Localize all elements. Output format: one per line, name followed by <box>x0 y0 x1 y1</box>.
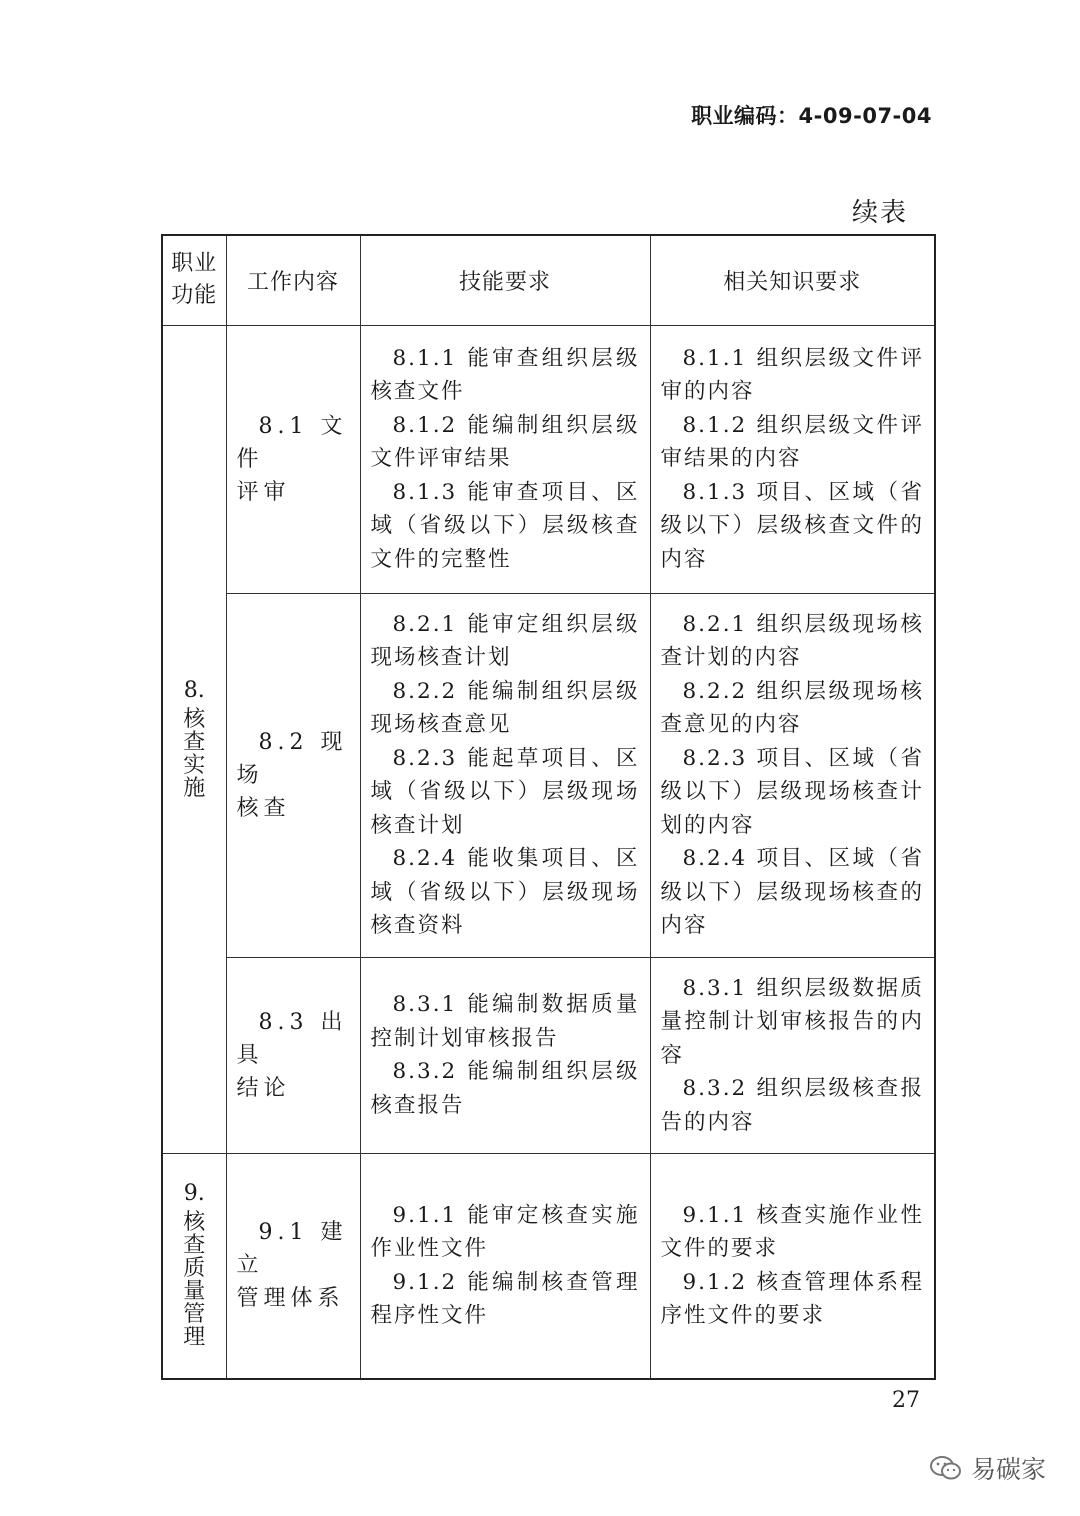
knowledge-cell <box>650 325 935 593</box>
skills-cell <box>360 325 650 593</box>
knowledge-item: 9.1.2 核查管理体系程序性文件的要求 <box>660 1269 924 1329</box>
knowledge-cell <box>650 593 935 957</box>
function-char: 理 <box>183 1325 206 1351</box>
content-cell <box>226 957 360 1154</box>
function-char: 量 <box>183 1279 206 1305</box>
continued-label: 续表 <box>851 198 908 228</box>
content-line: 核查 <box>236 795 291 821</box>
knowledge-item: 8.2.1 组织层级现场核查计划的内容 <box>660 611 924 670</box>
knowledge-item: 8.3.2 组织层级核查报告的内容 <box>660 1076 924 1135</box>
function-cell-9 <box>162 1154 226 1379</box>
skill-item: 8.2.1 能审定组织层级现场核查计划 <box>370 611 640 670</box>
content-cell <box>226 325 360 593</box>
skills-cell <box>360 1154 650 1379</box>
content-line: 管理体系 <box>236 1286 345 1312</box>
content-cell <box>226 593 360 957</box>
function-char: 实 <box>183 752 206 778</box>
table-row <box>162 593 935 957</box>
function-char: 质 <box>183 1256 206 1282</box>
knowledge-cell <box>650 957 935 1154</box>
watermark <box>929 1450 1046 1486</box>
skill-item: 9.1.1 能审定核查实施作业性文件 <box>370 1202 640 1262</box>
skill-item: 8.1.1 能审查组织层级核查文件 <box>370 345 640 405</box>
content-cell <box>226 1154 360 1379</box>
function-char: 核 <box>183 706 206 732</box>
header-function-line1: 职业 <box>171 251 218 277</box>
knowledge-item: 8.2.4 项目、区域（省级以下）层级现场核查的内容 <box>660 846 924 938</box>
knowledge-cell <box>650 1154 935 1379</box>
content-line: 8.1 文件 <box>236 413 348 472</box>
content-line: 结论 <box>236 1075 291 1101</box>
knowledge-item: 8.2.2 组织层级现场核查意见的内容 <box>660 678 924 737</box>
skills-table <box>161 234 936 1380</box>
table-row <box>162 1154 935 1379</box>
header-knowledge: 相关知识要求 <box>650 235 935 325</box>
function-cell-8 <box>162 325 226 1154</box>
occupation-code: 职业编码：4-09-07-04 <box>691 104 932 128</box>
skill-item: 9.1.2 能编制核查管理程序性文件 <box>370 1269 640 1329</box>
table-row <box>162 325 935 593</box>
header-function-line2: 功能 <box>171 283 218 309</box>
function-char: 查 <box>183 1233 206 1259</box>
skill-item: 8.2.3 能起草项目、区域（省级以下）层级现场核查计划 <box>370 745 640 838</box>
skill-item: 8.1.3 能审查项目、区域（省级以下）层级核查文件的完整性 <box>370 479 640 572</box>
skills-cell <box>360 593 650 957</box>
function-number: 9. <box>183 1181 205 1207</box>
table-header-row <box>162 235 935 325</box>
header-content: 工作内容 <box>226 235 360 325</box>
skill-item: 8.3.2 能编制组织层级核查报告 <box>370 1059 640 1118</box>
skill-item: 8.2.4 能收集项目、区域（省级以下）层级现场核查资料 <box>370 846 640 938</box>
knowledge-item: 8.2.3 项目、区域（省级以下）层级现场核查计划的内容 <box>660 745 924 838</box>
table-row <box>162 957 935 1154</box>
knowledge-item: 8.1.2 组织层级文件评审结果的内容 <box>660 412 924 472</box>
header-function <box>162 235 226 325</box>
content-line: 9.1 建立 <box>236 1220 348 1279</box>
skill-item: 8.2.2 能编制组织层级现场核查意见 <box>370 678 640 737</box>
watermark-text: 易碳家 <box>970 1455 1046 1484</box>
content-line: 8.3 出具 <box>236 1009 348 1068</box>
header-skills: 技能要求 <box>360 235 650 325</box>
function-char: 管 <box>183 1302 206 1328</box>
function-char: 核 <box>183 1210 206 1236</box>
knowledge-item: 8.1.1 组织层级文件评审的内容 <box>660 345 924 405</box>
skill-item: 8.3.1 能编制数据质量控制计划审核报告 <box>370 992 640 1051</box>
skills-cell <box>360 957 650 1154</box>
skill-item: 8.1.2 能编制组织层级文件评审结果 <box>370 412 640 472</box>
knowledge-item: 9.1.1 核查实施作业性文件的要求 <box>660 1202 924 1262</box>
content-line: 8.2 现场 <box>236 729 348 788</box>
function-char: 施 <box>183 775 206 801</box>
content-line: 评审 <box>236 479 291 505</box>
function-number: 8. <box>183 677 205 703</box>
page-number: 27 <box>892 1388 920 1413</box>
knowledge-item: 8.1.3 项目、区域（省级以下）层级核查文件的内容 <box>660 479 924 572</box>
wechat-icon <box>929 1454 963 1482</box>
function-char: 查 <box>183 729 206 755</box>
knowledge-item: 8.3.1 组织层级数据质量控制计划审核报告的内容 <box>660 975 924 1068</box>
